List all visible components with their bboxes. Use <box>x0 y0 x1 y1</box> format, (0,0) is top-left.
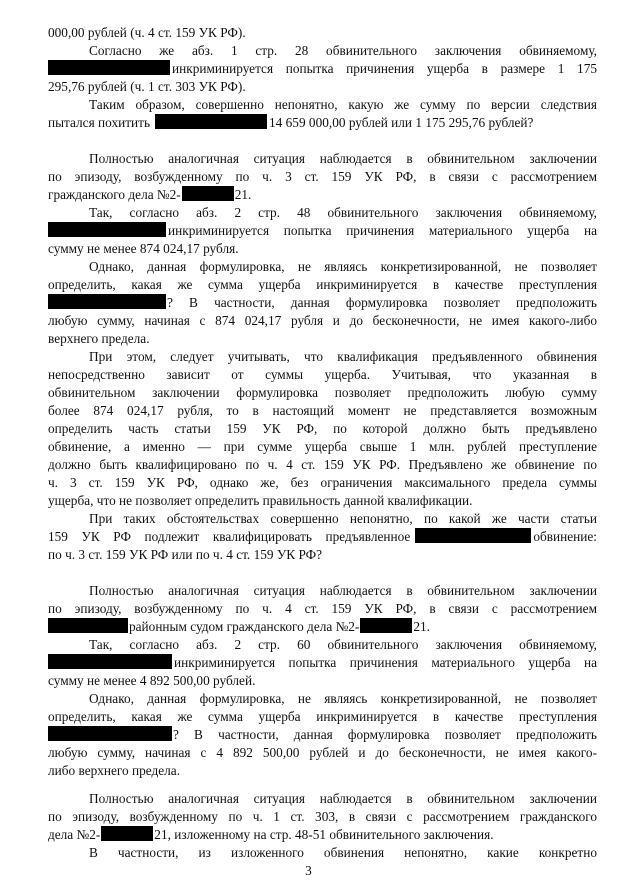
redaction-block <box>182 186 234 201</box>
redaction-block <box>48 618 128 633</box>
text-line: должно быть квалифицировано по ч. 4 ст. 159 УК РФ. Предъявлено же обвинение по <box>48 457 597 472</box>
text-line: При этом, следует учитывать, что квалификация предъявленного обвинения <box>89 349 597 364</box>
text-line: Таким образом, совершенно непонятно, какую же сумму по версии следствия <box>89 97 597 112</box>
text-span: 159 УК РФ подлежит квалифицировать предъявленное <box>48 529 411 544</box>
text-line: обвинение, а именно — при сумме ущерба свыше 1 млн. рублей преступление <box>48 439 597 454</box>
text-span: ? В частности, данная формулировка позволяет предположить <box>167 295 597 310</box>
redaction-block <box>48 294 166 309</box>
text-line: Так, согласно абз. 2 стр. 60 обвинительного заключения обвиняемому, <box>89 637 597 652</box>
text-line: 000,00 рублей (ч. 4 ст. 159 УК РФ). <box>48 25 246 40</box>
text-line <box>48 114 597 132</box>
text-line: Однако, данная формулировка, не являясь конкретизированной, не позволяет <box>89 259 597 274</box>
text-line: ущерба, что не позволяет определить правильность данной квалификации. <box>48 493 473 508</box>
text-line <box>48 528 597 546</box>
text-line: по ч. 3 ст. 159 УК РФ или по ч. 4 ст. 159 УК РФ? <box>48 547 323 562</box>
text-span: инкриминируется попытка причинения материального ущерба на <box>168 223 597 238</box>
text-line <box>48 222 597 240</box>
text-span: пытался похитить <box>48 115 151 130</box>
text-line <box>48 60 597 78</box>
text-span: 21. <box>234 187 252 202</box>
text-span: 21. <box>413 619 430 634</box>
page-number: 3 <box>305 863 312 878</box>
text-line: по эпизоду, возбужденному по ч. 4 ст. 159 УК РФ, в связи с рассмотрением <box>48 601 597 616</box>
text-line: определить часть статьи 159 УК РФ, по которой должно быть предъявлено <box>48 421 597 436</box>
text-line: по эпизоду, возбужденному по ч. 1 ст. 303, в связи с рассмотрением гражданского <box>48 809 597 824</box>
text-span: гражданского дела №2- <box>48 187 181 202</box>
text-line: сумму не менее 4 892 500,00 рублей. <box>48 673 256 688</box>
text-span: инкриминируется попытка причинения ущерба в размере 1 175 <box>172 61 597 76</box>
text-span: 21, изложенному на стр. 48-51 обвинительного заключения. <box>154 827 494 842</box>
text-line: В частности, из изложенного обвинения непонятно, какие конкретно <box>89 845 597 860</box>
redaction-block <box>48 222 166 237</box>
text-line: 295,76 рублей (ч. 1 ст. 303 УК РФ). <box>48 79 246 94</box>
text-line <box>48 186 597 204</box>
text-line: определить, какая же сумма ущерба инкриминируется в качестве преступления <box>48 277 597 292</box>
redaction-block <box>101 826 153 841</box>
redaction-block <box>415 528 531 543</box>
redaction-block <box>48 726 172 741</box>
text-span: дела №2- <box>48 827 101 842</box>
text-line <box>48 826 597 844</box>
text-line <box>48 654 597 672</box>
text-line: либо верхнего предела. <box>48 763 181 778</box>
text-span: обвинение: <box>533 529 597 544</box>
redaction-block <box>155 114 267 129</box>
text-span: ? В частности, данная формулировка позволяет предположить <box>173 727 597 742</box>
text-line: При таких обстоятельствах совершенно непонятно, по какой же части статьи <box>89 511 597 526</box>
text-line: Полностью аналогичная ситуация наблюдается в обвинительном заключении <box>89 151 597 166</box>
text-line: обвинительном заключении формулировка позволяет предположить любую сумму <box>48 385 597 400</box>
text-line: Согласно же абз. 1 стр. 28 обвинительного заключения обвиняемому, <box>89 43 597 58</box>
text-line: непосредственно зависит от суммы ущерба. Учитывая, что указанная в <box>48 367 597 382</box>
text-line: определить, какая же сумма ущерба инкриминируется в качестве преступления <box>48 709 597 724</box>
text-line: любую сумму, начиная с 874 024,17 рубля и до бесконечности, не имея какого-либо <box>48 313 597 328</box>
redaction-block <box>48 654 172 669</box>
text-line <box>48 618 597 636</box>
text-line: по эпизоду, возбужденному по ч. 3 ст. 159 УК РФ, в связи с рассмотрением <box>48 169 597 184</box>
text-line: сумму не менее 874 024,17 рубля. <box>48 241 239 256</box>
text-line: любую сумму, начиная с 4 892 500,00 рублей и до бесконечности, не имея какого- <box>48 745 597 760</box>
text-line: более 874 024,17 рубля, то в настоящий момент не представляется возможным <box>48 403 597 418</box>
text-span: 14 659 000,00 рублей или 1 175 295,76 рублей? <box>269 115 534 130</box>
text-span: инкриминируется попытка причинения материального ущерба на <box>174 655 597 670</box>
redaction-block <box>360 618 412 633</box>
text-span: районным судом гражданского дела №2- <box>129 619 360 634</box>
text-line <box>48 726 597 744</box>
text-line: Полностью аналогичная ситуация наблюдается в обвинительном заключении <box>89 583 597 598</box>
text-line: верхнего предела. <box>48 331 150 346</box>
text-line <box>48 294 597 312</box>
text-line: Так, согласно абз. 2 стр. 48 обвинительного заключения обвиняемому, <box>89 205 597 220</box>
text-line: Полностью аналогичная ситуация наблюдается в обвинительном заключении <box>89 791 597 806</box>
redaction-block <box>48 60 170 75</box>
text-line: Однако, данная формулировка, не являясь конкретизированной, не позволяет <box>89 691 597 706</box>
text-line: ч. 3 ст. 159 УК РФ, однако же, без ограничения максимального предела суммы <box>48 475 597 490</box>
